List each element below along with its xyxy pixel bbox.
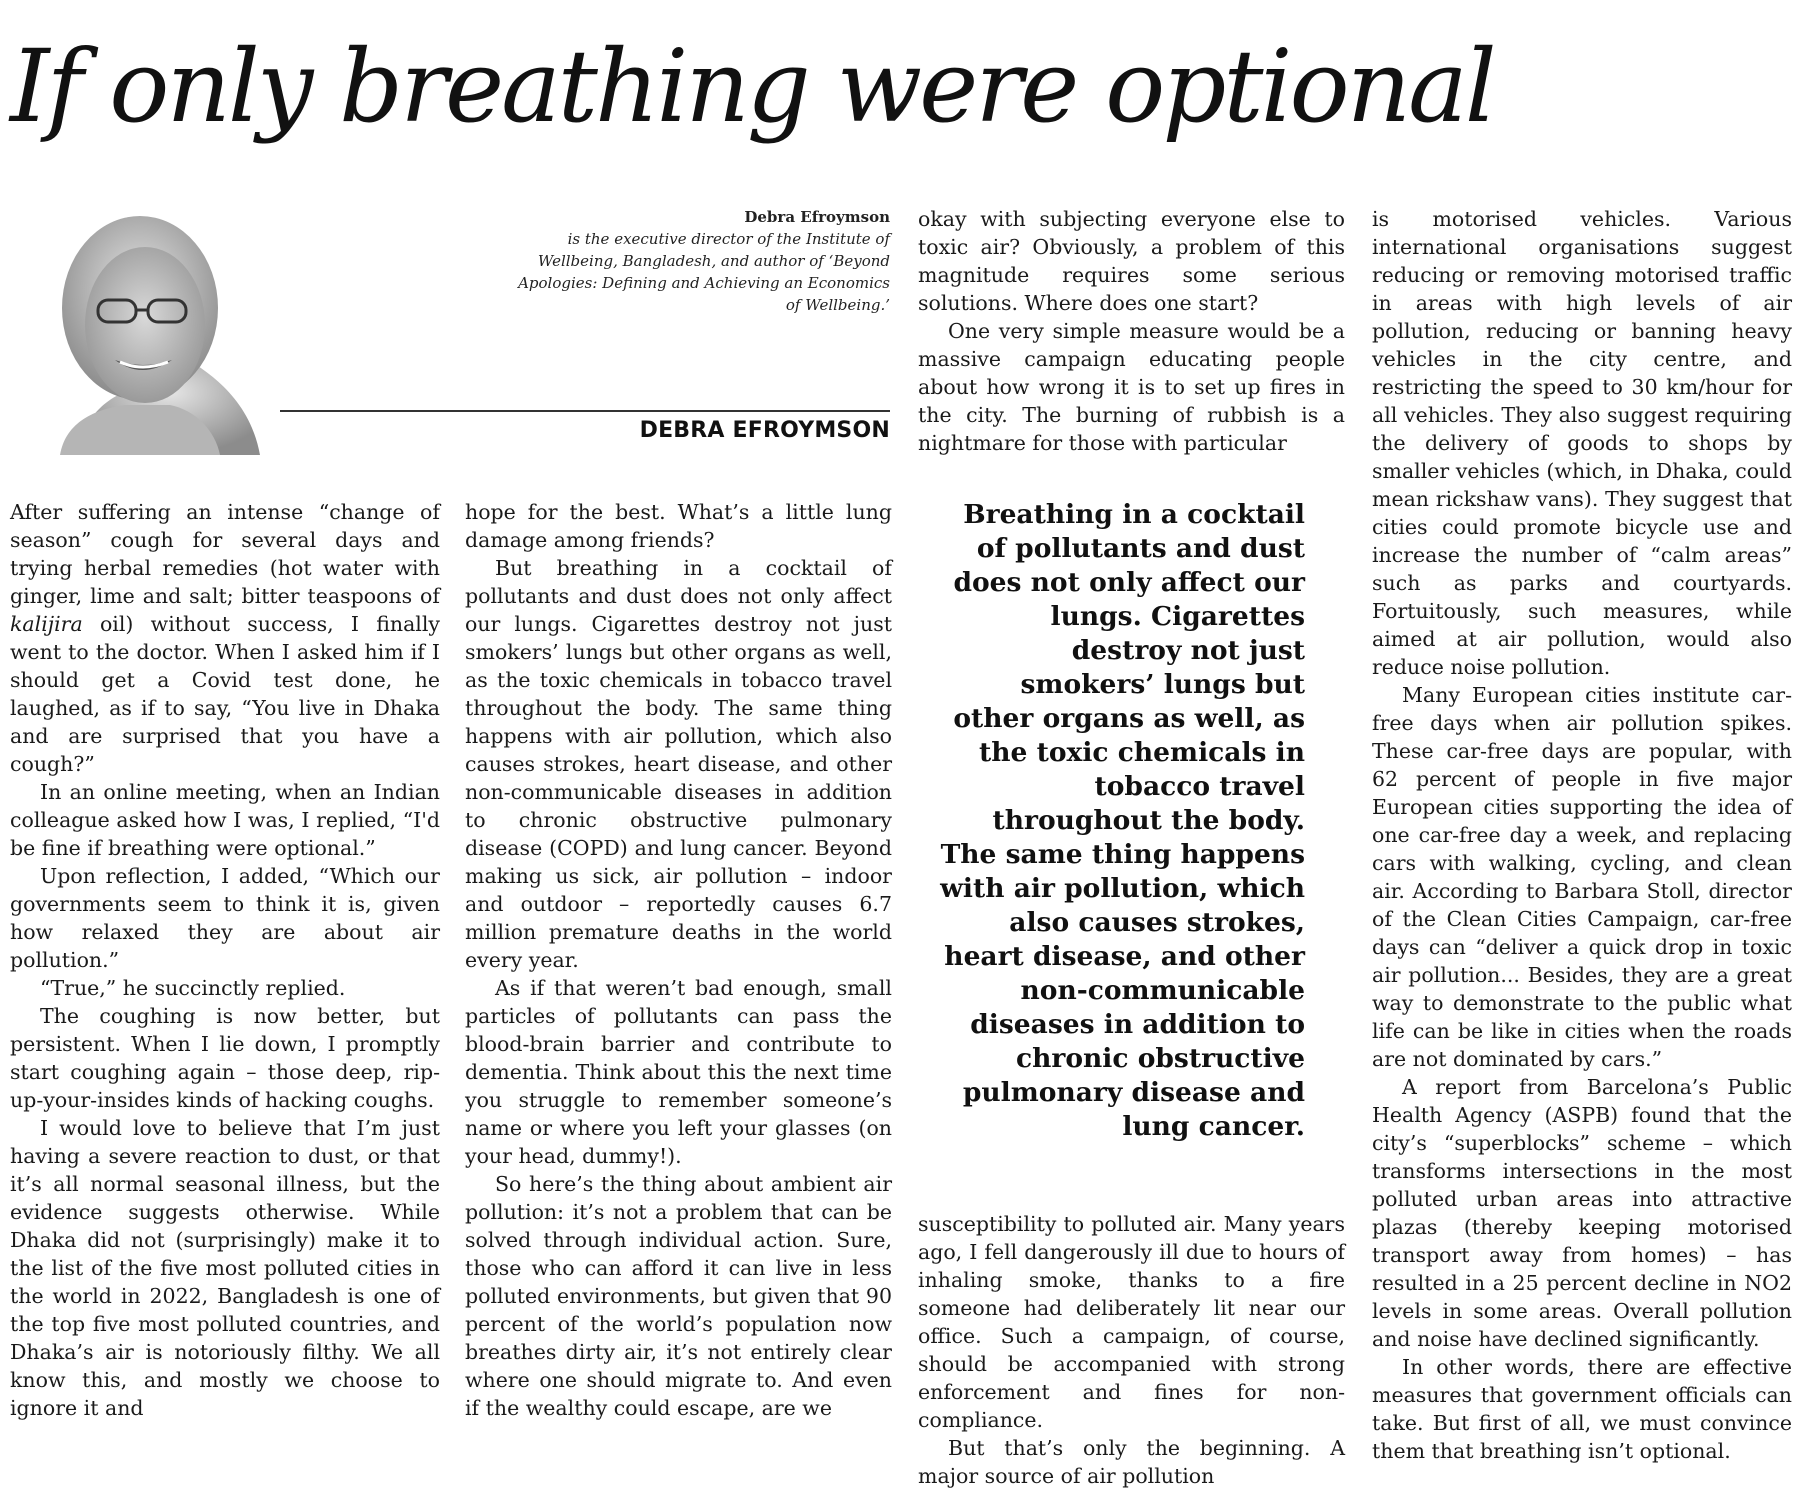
- paragraph: Many European cities institute car-free days when air pollution spikes. These car-free days are popular, with 62 percent of people in five major European cities supporting the idea of one car-free day a week, and replacing cars with walking, cycling, and clean air. According to Barbara Stoll, director of the Clean Cities Campaign, car-free days can “deliver a quick drop in toxic air pollution... Besides, they are a great way to demonstrate to the public what life can be like in cities when the roads are not dominated by cars.”: [1372, 683, 1792, 1071]
- author-bio: [510, 206, 890, 316]
- author-portrait-icon: [20, 200, 290, 455]
- column-2: [465, 498, 892, 1422]
- paragraph: A report from Barcelona’s Public Health Agency (ASPB) found that the city’s “superblocks” scheme – which transforms intersections in the most polluted urban areas into attractive plazas (thereby keeping motorised transport away from homes) – has resulted in a 25 percent decline in NO2 levels in some areas. Overall pollution and noise have declined significantly.: [1372, 1075, 1792, 1351]
- author-bio-text: is the executive director of the Institute of Wellbeing, Bangladesh, and author of ‘Beyond Apologies: Defining and Achieving an Economics of Wellbeing.’: [518, 230, 890, 314]
- column-3-top: [918, 205, 1345, 457]
- paragraph: But that’s only the beginning. A major source of air pollution: [918, 1436, 1345, 1488]
- paragraph: In other words, there are effective measures that government officials can take. But first of all, we must convince them that breathing isn’t optional.: [1372, 1355, 1792, 1463]
- paragraph: I would love to believe that I’m just having a severe reaction to dust, or that it’s all normal seasonal illness, but the evidence suggests otherwise. While Dhaka did not (surprisingly) make it to the list of the five most polluted cities in the world in 2022, Bangladesh is one of the top five most polluted countries, and Dhaka’s air is notoriously filthy. We all know this, and mostly we choose to ignore it and: [10, 1116, 440, 1420]
- paragraph: okay with subjecting everyone else to toxic air? Obviously, a problem of this magnitude requires some serious solutions. Where does one start?: [918, 207, 1345, 315]
- byline: DEBRA EFROYMSON: [639, 418, 890, 443]
- paragraph: The coughing is now better, but persistent. When I lie down, I promptly start coughing again – those deep, rip-up-your-insides kinds of hacking coughs.: [10, 1004, 440, 1112]
- paragraph: is motorised vehicles. Various international organisations suggest reducing or removing motorised traffic in areas with high levels of air pollution, reducing or banning heavy vehicles in the city centre, and restricting the speed to 30 km/hour for all vehicles. They also suggest requiring the delivery of goods to shops by smaller vehicles (which, in Dhaka, could mean rickshaw vans). They suggest that cities could promote bicycle use and increase the number of “calm areas” such as parks and courtyards. Fortuitously, such measures, while aimed at air pollution, would also reduce noise pollution.: [1372, 207, 1792, 679]
- paragraph: One very simple measure would be a massive campaign educating people about how wrong it is to set up fires in the city. The burning of rubbish is a nightmare for those with particular: [918, 319, 1345, 455]
- paragraph: Upon reflection, I added, “Which our governments seem to think it is, given how relaxed they are about air pollution.”: [10, 864, 440, 972]
- author-name: Debra Efroymson: [744, 208, 890, 226]
- column-3-bottom: [918, 1210, 1345, 1490]
- paragraph: susceptibility to polluted air. Many years ago, I fell dangerously ill due to hours of inhaling smoke, thanks to a fire someone had deliberately lit near our office. Such a campaign, of course, should be accompanied with strong enforcement and fines for non-compliance.: [918, 1212, 1345, 1432]
- paragraph: hope for the best. What’s a little lung damage among friends?: [465, 500, 892, 552]
- paragraph: As if that weren’t bad enough, small particles of pollutants can pass the blood-brain barrier and contribute to dementia. Think about this the next time you struggle to remember someone’s name or where you left your glasses (on your head, dummy!).: [465, 976, 892, 1168]
- author-byline-block: [10, 200, 890, 460]
- italic-term: kalijira: [10, 612, 83, 636]
- paragraph: “True,” he succinctly replied.: [40, 976, 346, 1000]
- paragraph: But breathing in a cocktail of pollutants and dust does not only affect our lungs. Cigarettes destroy not just smokers’ lungs but other organs as well, as the toxic chemicals in tobacco travel throughout the body. The same thing happens with air pollution, which also causes strokes, heart disease, and other non-communicable diseases in addition to chronic obstructive pulmonary disease (COPD) and lung cancer. Beyond making us sick, air pollution – indoor and outdoor – reportedly causes 6.7 million premature deaths in the world every year.: [465, 556, 892, 972]
- pull-quote: Breathing in a cocktail of pollutants and dust does not only affect our lungs. Cigarettes destroy not just smokers’ lungs but other organs as well, as the toxic chemicals in tobacco travel throughout the body. The same thing happens with air pollution, which also causes strokes, heart disease, and other non-communicable diseases in addition to chronic obstructive pulmonary disease and lung cancer.: [940, 499, 1305, 1142]
- byline-divider: [280, 410, 890, 412]
- column-1: [10, 498, 440, 1422]
- paragraph: So here’s the thing about ambient air pollution: it’s not a problem that can be solved through individual action. Sure, those who can afford it can live in less polluted environments, but given that 90 percent of the world’s population now breathes dirty air, it’s not entirely clear where one should migrate to. And even if the wealthy could escape, are we: [465, 1172, 892, 1420]
- headline: If only breathing were optional: [10, 28, 1494, 145]
- column-4: [1372, 205, 1792, 1465]
- paragraph: After suffering an intense “change of season” cough for several days and trying herbal remedies (hot water with ginger, lime and salt; bitter teaspoons of kalijira oil) without success, I finally went to the doctor. When I asked him if I should get a Covid test done, he laughed, as if to say, “You live in Dhaka and are surprised that you have a cough?”: [10, 500, 440, 776]
- paragraph: In an online meeting, when an Indian colleague asked how I was, I replied, “I'd be fine if breathing were optional.”: [10, 780, 440, 860]
